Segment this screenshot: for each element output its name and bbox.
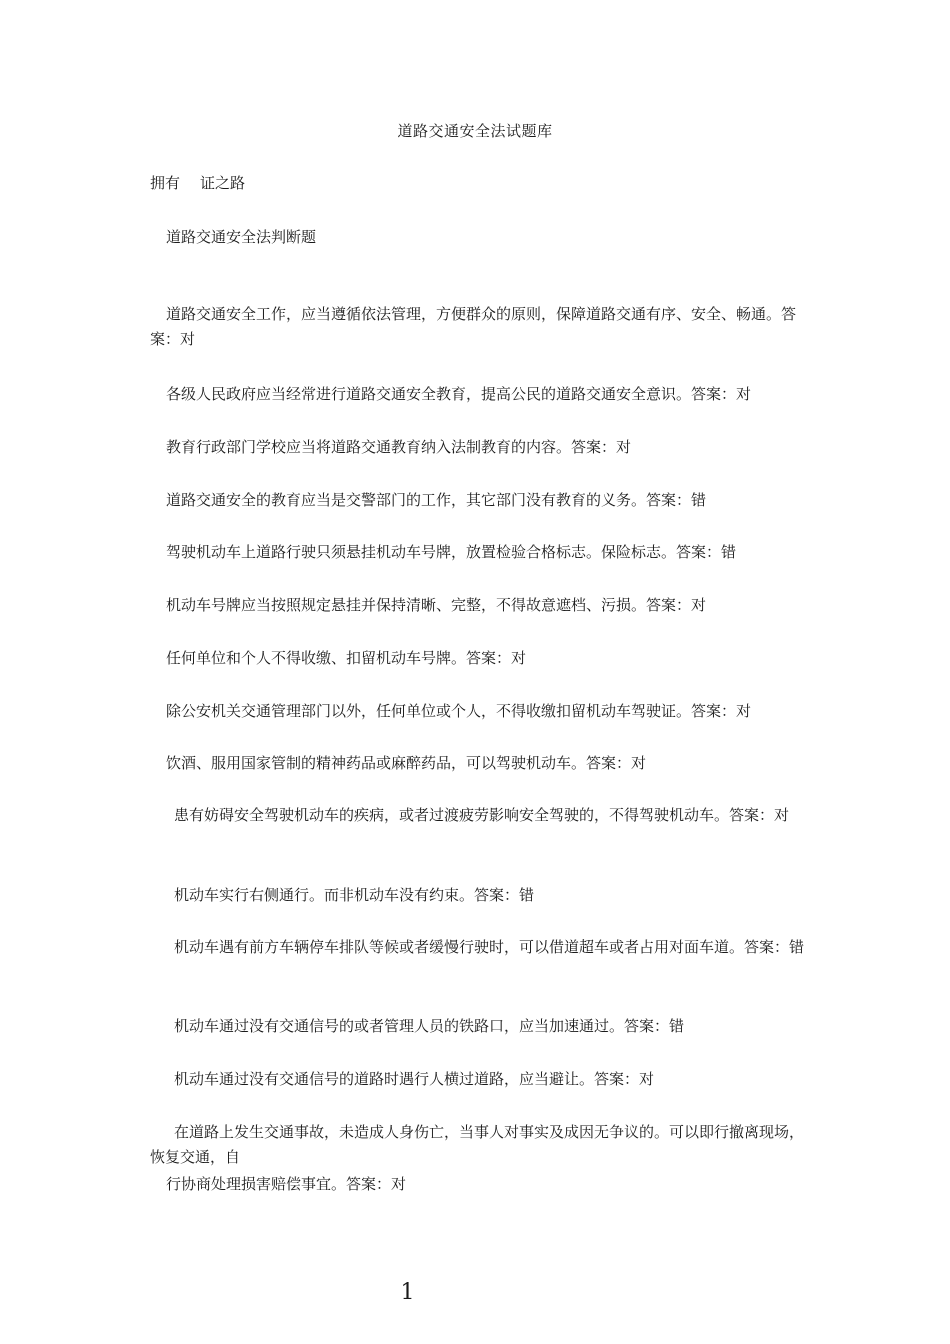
question-item-continuation: 行协商处理损害赔偿事宜。答案：对 xyxy=(166,1175,407,1193)
question-item: 任何单位和个人不得收缴、扣留机动车号牌。答案：对 xyxy=(166,649,527,667)
subtitle-left: 拥有 xyxy=(150,174,181,192)
subtitle-right: 证之路 xyxy=(200,174,246,192)
question-item: 除公安机关交通管理部门以外，任何单位或个人，不得收缴扣留机动车驾驶证。答案：对 xyxy=(166,702,752,720)
question-item: 在道路上发生交通事故，未造成人身伤亡，当事人对事实及成因无争议的。可以即行撤离现场，恢复交通，自 xyxy=(150,1123,805,1166)
section-heading: 道路交通安全法判断题 xyxy=(166,228,317,246)
question-item: 机动车号牌应当按照规定悬挂并保持清晰、完整，不得故意遮档、污损。答案：对 xyxy=(166,596,707,614)
question-item: 机动车通过没有交通信号的或者管理人员的铁路口，应当加速通过。答案：错 xyxy=(174,1017,685,1035)
question-item: 机动车实行右侧通行。而非机动车没有约束。答案：错 xyxy=(174,886,535,904)
question-item: 道路交通安全工作，应当遵循依法管理，方便群众的原则，保障道路交通有序、安全、畅通。答案：对 xyxy=(150,305,797,348)
document-title: 道路交通安全法试题库 xyxy=(397,122,553,140)
question-item: 驾驶机动车上道路行驶只须悬挂机动车号牌，放置检验合格标志。保险标志。答案：错 xyxy=(166,543,737,561)
question-item: 各级人民政府应当经常进行道路交通安全教育，提高公民的道路交通安全意识。答案：对 xyxy=(166,385,752,403)
question-item: 患有妨碍安全驾驶机动车的疾病，或者过渡疲劳影响安全驾驶的，不得驾驶机动车。答案：对 xyxy=(174,806,790,824)
question-item: 道路交通安全的教育应当是交警部门的工作，其它部门没有教育的义务。答案：错 xyxy=(166,491,707,509)
page-number: 1 xyxy=(400,1280,415,1305)
question-item: 教育行政部门学校应当将道路交通教育纳入法制教育的内容。答案：对 xyxy=(166,438,632,456)
question-item: 饮酒、服用国家管制的精神药品或麻醉药品，可以驾驶机动车。答案：对 xyxy=(166,754,647,772)
question-item: 机动车通过没有交通信号的道路时遇行人横过道路，应当避让。答案：对 xyxy=(174,1070,655,1088)
question-item: 机动车遇有前方车辆停车排队等候或者缓慢行驶时，可以借道超车或者占用对面车道。答案：错 xyxy=(174,938,805,956)
